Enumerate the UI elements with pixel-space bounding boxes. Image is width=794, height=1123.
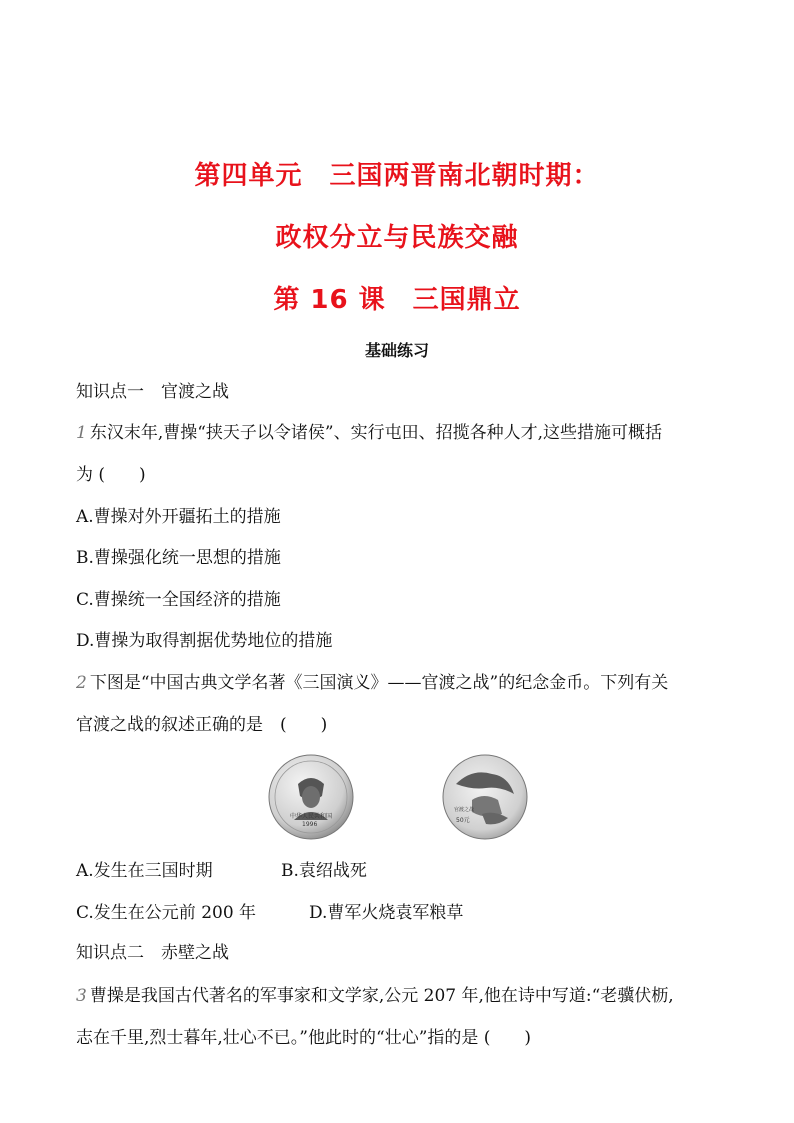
knowledge-point-1: 知识点一 官渡之战 bbox=[76, 382, 229, 402]
question-1-option-a: A.曹操对外开疆拓土的措施 bbox=[76, 507, 281, 527]
question-1-text: 东汉末年,曹操“挟天子以令诸侯”、实行屯田、招揽各种人才,这些措施可概括 bbox=[89, 423, 663, 443]
question-1-option-d: D.曹操为取得割据优势地位的措施 bbox=[76, 631, 333, 651]
question-3-line-2: 志在千里,烈士暮年,壮心不已。”他此时的“壮心”指的是 ( ) bbox=[76, 1028, 532, 1048]
question-1-number: 1 bbox=[76, 423, 87, 443]
section-heading: 基础练习 bbox=[364, 341, 429, 360]
coin-country-text: 中华人民共和国 bbox=[290, 813, 333, 820]
question-1-option-c: C.曹操统一全国经济的措施 bbox=[76, 590, 281, 610]
coin-label-text: 官渡之战 bbox=[454, 807, 475, 813]
knowledge-point-2: 知识点二 赤壁之战 bbox=[76, 943, 229, 963]
question-1-line-2: 为 ( ) bbox=[76, 465, 146, 485]
lesson-title: 第 16 课 三国鼎立 bbox=[273, 285, 521, 315]
question-2-number: 2 bbox=[76, 673, 87, 693]
unit-subtitle: 政权分立与民族交融 bbox=[275, 223, 519, 253]
question-2-text: 下图是“中国古典文学名著《三国演义》——官渡之战”的纪念金币。下列有关 bbox=[89, 673, 669, 693]
coin-year-text: 1996 bbox=[302, 821, 318, 828]
commemorative-coin-reverse bbox=[442, 754, 528, 840]
question-1-option-b: B.曹操强化统一思想的措施 bbox=[76, 548, 281, 568]
question-2-option-d: D.曹军火烧袁军粮草 bbox=[309, 903, 464, 923]
question-2-option-c: C.发生在公元前 200 年 bbox=[76, 903, 257, 923]
unit-title: 第四单元 三国两晋南北朝时期： bbox=[194, 161, 600, 191]
question-2-line-1 bbox=[76, 668, 668, 693]
question-2-option-b: B.袁绍战死 bbox=[281, 861, 367, 881]
commemorative-coin-obverse bbox=[268, 754, 354, 840]
question-2-option-a: A.发生在三国时期 bbox=[76, 861, 213, 881]
question-2-line-2: 官渡之战的叙述正确的是 ( ) bbox=[76, 715, 328, 735]
coin-battle-scene-icon bbox=[442, 754, 528, 840]
question-3-line-1 bbox=[76, 981, 674, 1006]
question-3-text: 曹操是我国古代著名的军事家和文学家,公元 207 年,他在诗中写道:“老骥伏枥, bbox=[89, 986, 674, 1006]
coin-value-text: 50元 bbox=[456, 817, 470, 824]
question-1-line-1 bbox=[76, 418, 662, 443]
question-3-number: 3 bbox=[76, 986, 87, 1006]
